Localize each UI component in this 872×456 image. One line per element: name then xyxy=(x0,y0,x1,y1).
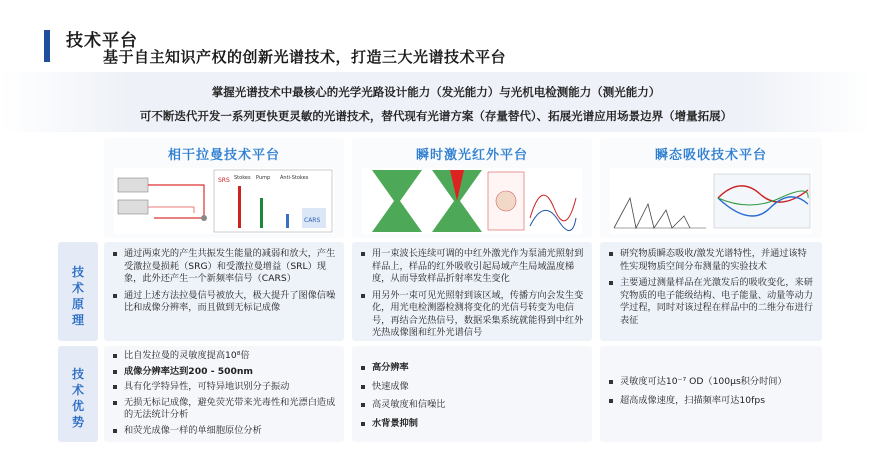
row-label-advantage: 技 术 优 势 xyxy=(58,346,98,442)
platform-raman xyxy=(104,138,344,238)
list-item: 高分辨率 xyxy=(372,362,584,375)
list-item: 和荧光成像一样的单细胞原位分析 xyxy=(124,425,336,438)
list-item: 研究物质瞬态吸收/激发光谱特性，并通过该特性实现物质空间分布测量的实验技术 xyxy=(620,248,814,273)
page-subtitle: 基于自主知识产权的创新光谱技术，打造三大光谱技术平台 xyxy=(103,48,507,66)
figure-label-srs: SRS xyxy=(218,177,230,184)
principle-ta xyxy=(600,242,822,341)
platform-title-ir: 瞬时激光红外平台 xyxy=(415,148,528,163)
list-item: 成像分辨率达到200 - 500nm xyxy=(124,366,336,379)
list-item: 无损无标记成像，避免荧光带来光毒性和光漂白造成的无法统计分析 xyxy=(124,396,336,420)
figure-label-pump: Pump xyxy=(256,175,271,181)
ta-figure xyxy=(610,168,812,234)
list-item: 灵敏度可达10⁻⁷ OD（100μs积分时间） xyxy=(620,376,814,389)
platform-title-ta: 瞬态吸收技术平台 xyxy=(654,148,767,163)
list-item: 水背景抑制 xyxy=(372,418,584,431)
platform-title-raman: 相干拉曼技术平台 xyxy=(167,148,280,163)
banner-line-1: 掌握光谱技术中最核心的光学光路设计能力（发光能力）与光机电检测能力（测光能力） xyxy=(211,85,661,99)
advantage-ir xyxy=(352,346,592,442)
banner-line-2: 可不断迭代开发一系列更快更灵敏的光谱技术，替代现有光谱方案（存量替代）、拓展光谱应用场景边界（增量拓展） xyxy=(139,109,733,123)
ir-figure xyxy=(362,168,582,234)
list-item: 用一束波长连续可调的中红外激光作为泵浦光照射到样品上，样品的红外吸收引起局域产生局域温度梯度，从而导致样品折射率发生变化 xyxy=(372,248,584,284)
raman-figure xyxy=(114,168,334,234)
figure-label-anti-stokes: Anti-Stokes xyxy=(280,175,309,181)
list-item: 快速成像 xyxy=(372,381,584,394)
list-item: 比自发拉曼的灵敏度提高10⁸倍 xyxy=(124,350,336,363)
platform-ta xyxy=(600,138,822,238)
row-label-principle: 技 术 原 理 xyxy=(58,242,98,341)
principle-ir xyxy=(352,242,592,341)
advantage-ta xyxy=(600,346,822,442)
list-item: 主要通过测量样品在光激发后的吸收变化，来研究物质的电子能级结构、电子能量、动量等动力学过程，同时对该过程在样品中的二维分布进行表征 xyxy=(620,277,813,326)
list-item: 用另外一束可见光照射到该区域，传播方向会发生变化，用光电检测器检测将变化的光信号转变为电信号，再结合光热信号，数据采集系统就能得到中红外光热成像图和红外光谱信号 xyxy=(372,289,584,338)
figure-label-stokes: Stokes xyxy=(234,175,251,181)
list-item: 高灵敏度和信噪比 xyxy=(372,399,584,412)
list-item: 通过两束光的产生共振发生能量的减弱和放大，产生受激拉曼损耗（SRG）和受激拉曼增益（SRL）现象，此外还产生一个新频率信号（CARS） xyxy=(124,248,336,284)
figure-label-cars: CARS xyxy=(304,217,321,224)
list-item: 超高成像速度，扫描频率可达10fps xyxy=(620,395,814,408)
platform-ir xyxy=(352,138,592,238)
page-title: 技术平台 xyxy=(66,31,138,51)
title-accent-bar xyxy=(44,30,50,62)
list-item: 通过上述方法拉曼信号被放大，极大提升了图像信噪比和成像分辨率，而且做到无标记成像 xyxy=(124,289,336,313)
advantage-raman xyxy=(104,346,344,442)
principle-raman xyxy=(104,242,344,341)
list-item: 具有化学特异性，可特异地识别分子振动 xyxy=(124,381,336,394)
